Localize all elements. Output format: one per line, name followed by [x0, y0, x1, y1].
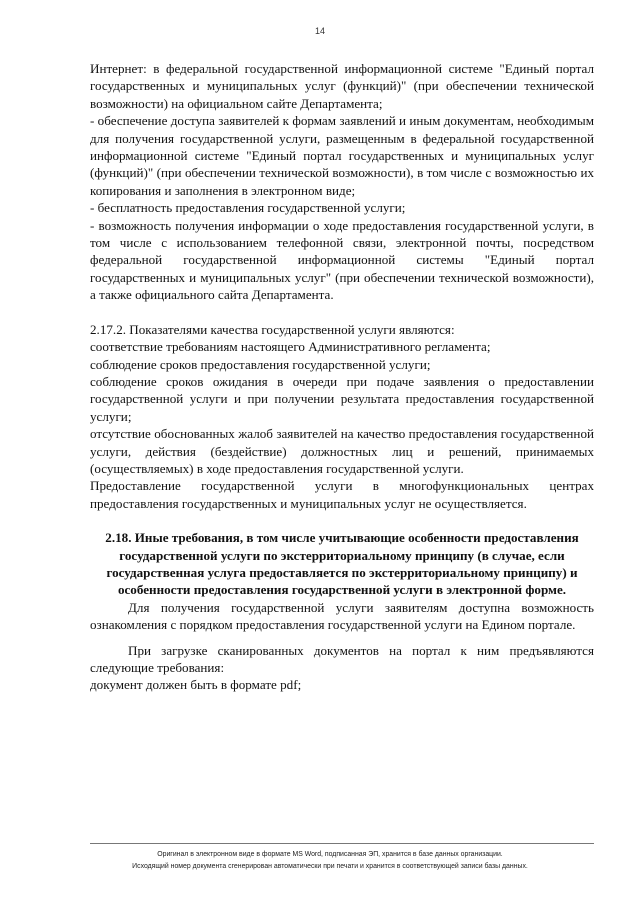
spacer: [90, 304, 594, 321]
spacer: [90, 512, 594, 529]
paragraph-free-of-charge: - бесплатность предоставления государственной услуги;: [90, 200, 406, 216]
section-heading: 2.18. Иные требования, в том числе учитывающие особенности предоставления государственной услуги по экстерриториальному принципу (в случае, если государственная услуга предоставляется по экстерриториальному принципу) и особенности предоставления государственной услуги в электронной форме.: [105, 530, 579, 598]
paragraph-info-progress: - возможность получения информации о ходе предоставления государственной услуги, в том числе с использованием телефонной связи, электронной почты, посредством федеральной государственной информационной системы "Единый портал государственных и муниципальных услуг" (при обеспечении технической возможности), а также официального сайта Департамента.: [90, 217, 594, 303]
quality-item-no-complaints: отсутствие обоснованных жалоб заявителей на качество предоставления государственной услуги, действия (бездействие) должностных лиц и решений, принимаемых (осуществляемых) в ходе предоставления государственной услуги.: [90, 426, 594, 476]
spacer: [90, 634, 594, 642]
quality-item-mfc: Предоставление государственной услуги в многофункциональных центрах предоставления государственных и муниципальных услуг не осуществляется.: [90, 478, 594, 511]
quality-indicators-title: 2.17.2. Показателями качества государственной услуги являются:: [90, 321, 455, 337]
page-number: 14: [314, 26, 325, 36]
document-body: [90, 60, 594, 694]
footer-line-outgoing-number: Исходящий номер документа сгенерирован автоматически при печати и хранится в соответствующей записи базы данных.: [132, 863, 528, 870]
section-paragraph-portal-familiarization: Для получения государственной услуги заявителям доступна возможность ознакомления с порядком предоставления государственной услуги на Едином портале.: [90, 599, 594, 633]
footer-line-original: Оригинал в электронном виде в формате MS Word, подписанная ЭП, хранится в базе данных организации.: [157, 851, 503, 858]
section-paragraph-upload-requirements: При загрузке сканированных документов на портал к ним предъявляются следующие требования:: [90, 642, 594, 675]
requirement-pdf-format: документ должен быть в формате pdf;: [90, 677, 302, 693]
quality-item-deadlines: соблюдение сроков предоставления государственной услуги;: [90, 356, 431, 372]
quality-item-queue-time: соблюдение сроков ожидания в очереди при подаче заявления о предоставлении государственной услуги и при получении результата предоставления государственной услуги;: [90, 373, 594, 424]
footer-divider: [90, 843, 594, 844]
paragraph-internet-portal: Интернет: в федеральной государственной информационной системе "Единый портал государственных и муниципальных услуг (функций)" (при обеспечении технической возможности) на официальном сайте Департамента;: [90, 61, 594, 111]
document-footer: [60, 849, 600, 873]
paragraph-forms-access: - обеспечение доступа заявителей к формам заявлений и иным документам, необходимым для получения государственной услуги, размещенным в федеральной государственной информационной системе "Единый портал государственных и муниципальных услуг (функций)" (при обеспечении технической возможности), в том числе с возможностью их копирования и заполнения в электронном виде;: [90, 113, 594, 198]
quality-item-compliance: соответствие требованиям настоящего Административного регламента;: [90, 339, 491, 355]
